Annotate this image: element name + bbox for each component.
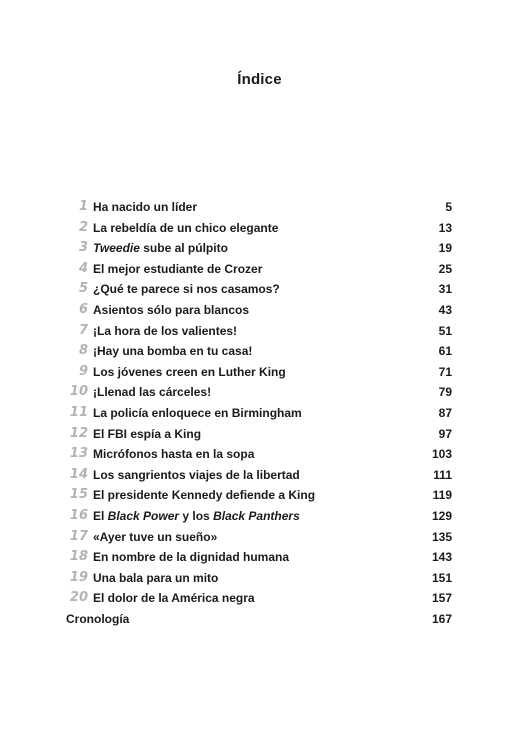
page-number: 19	[438, 241, 452, 256]
page-number: 119	[432, 488, 452, 503]
toc-entry	[66, 362, 452, 383]
chapter-number: 10	[69, 384, 88, 400]
table-of-contents	[66, 197, 452, 629]
chapter-title	[93, 321, 237, 342]
chapter-title	[93, 465, 300, 486]
toc-entry	[66, 321, 452, 342]
chapter-title-text: ¡Llenad las cárceles!	[93, 385, 212, 400]
chapter-title	[93, 588, 255, 609]
chapter-number: 1	[78, 199, 88, 214]
toc-entry	[66, 527, 452, 548]
page-number: 151	[431, 570, 452, 585]
chapter-title-text: Cronología	[66, 611, 130, 626]
chapter-title-text: sube al púlpito	[139, 241, 228, 256]
toc-entry	[66, 259, 452, 280]
page-number: 43	[438, 302, 452, 317]
chapter-title-text: «Ayer tuve un sueño»	[93, 529, 218, 544]
chapter-title-text: El presidente Kennedy defiende a King	[93, 488, 316, 503]
page-number: 13	[438, 220, 452, 235]
chapter-number: 19	[69, 569, 88, 585]
chapter-title	[93, 218, 278, 239]
chapter-title	[93, 300, 249, 321]
chapter-number: 4	[78, 260, 88, 276]
chapter-title	[93, 238, 228, 259]
chapter-title-italic: Tweedie	[93, 241, 140, 256]
chapter-title	[93, 341, 252, 362]
page-number: 71	[438, 364, 452, 379]
chapter-number: 15	[69, 487, 88, 503]
chapter-number: 8	[78, 343, 88, 359]
chapter-number: 2	[78, 219, 88, 235]
chapter-number: 17	[69, 528, 88, 544]
chapter-title-text: La policía enloquece en Birmingham	[93, 405, 302, 420]
chapter-title	[93, 568, 218, 589]
page-number: 31	[438, 282, 452, 297]
toc-entry	[66, 547, 452, 568]
chapter-number: 13	[69, 446, 88, 462]
chapter-title-text: ¡Hay una bomba en tu casa!	[93, 344, 253, 359]
chapter-title	[66, 609, 129, 630]
chapter-title	[93, 547, 289, 568]
page-number: 167	[431, 611, 452, 626]
chapter-title-text: ¡La hora de los valientes!	[93, 323, 238, 338]
chapter-title	[93, 424, 201, 445]
chapter-title	[93, 197, 197, 218]
chapter-number: 18	[69, 549, 88, 565]
chapter-number: 9	[78, 363, 88, 379]
chapter-title	[93, 382, 211, 403]
chapter-title	[93, 362, 286, 383]
chapter-title-text: La rebeldía de un chico elegante	[93, 220, 279, 235]
chapter-number: 14	[69, 466, 88, 482]
page-number: 111	[433, 467, 452, 482]
chapter-number: 20	[69, 590, 88, 606]
toc-entry	[66, 424, 452, 445]
toc-entry	[66, 300, 452, 321]
chapter-number: 6	[78, 301, 88, 317]
toc-entry	[66, 197, 452, 218]
toc-entry	[66, 279, 452, 300]
chapter-number: 16	[69, 507, 88, 523]
toc-entry	[66, 382, 452, 403]
chapter-title	[93, 259, 262, 280]
toc-entry	[66, 609, 452, 630]
chapter-title-text: El dolor de la América negra	[93, 591, 255, 606]
toc-entry	[66, 588, 452, 609]
chapter-title-text: ¿Qué te parece si nos casamos?	[93, 282, 280, 297]
toc-entry	[66, 568, 452, 589]
toc-entry	[66, 403, 452, 424]
page-number: 97	[438, 426, 452, 441]
chapter-title-italic: Black Panthers	[213, 508, 300, 523]
chapter-title	[93, 444, 254, 465]
chapter-title-text: y los	[179, 508, 214, 523]
chapter-title	[93, 485, 315, 506]
toc-entry	[66, 341, 452, 362]
page-number: 51	[438, 323, 452, 338]
chapter-title	[93, 506, 300, 527]
chapter-title-text: Los sangrientos viajes de la libertad	[93, 467, 300, 482]
page-number: 129	[431, 508, 452, 523]
chapter-title-text: Una bala para un mito	[93, 570, 219, 585]
page-number: 135	[431, 529, 452, 544]
chapter-title-italic: Black Power	[107, 508, 180, 523]
toc-entry	[66, 218, 452, 239]
chapter-title-text: El FBI espía a King	[93, 426, 202, 441]
page-number: 157	[431, 591, 452, 606]
chapter-number: 7	[78, 322, 88, 338]
page-number: 103	[431, 447, 452, 462]
page-number: 25	[438, 261, 452, 276]
toc-entry	[66, 506, 452, 527]
page-number: 61	[438, 344, 452, 359]
chapter-title	[93, 279, 280, 300]
chapter-title-text: Asientos sólo para blancos	[93, 302, 250, 317]
toc-entry	[66, 238, 452, 259]
chapter-number: 12	[69, 425, 88, 441]
chapter-number: 11	[69, 404, 88, 420]
page-number: 79	[438, 385, 452, 400]
page-number: 143	[431, 550, 452, 565]
toc-entry	[66, 465, 452, 486]
chapter-number: 3	[78, 240, 88, 256]
chapter-title-text: En nombre de la dignidad humana	[93, 550, 290, 565]
chapter-title-text: Micrófonos hasta en la sopa	[93, 447, 255, 462]
chapter-title-text: Ha nacido un líder	[93, 200, 198, 214]
chapter-title-text: El mejor estudiante de Crozer	[93, 261, 263, 276]
chapter-title-text: El	[93, 508, 108, 523]
page-number: 5	[445, 200, 452, 214]
chapter-number: 5	[78, 281, 88, 297]
chapter-title-text: Los jóvenes creen en Luther King	[93, 364, 286, 379]
chapter-title	[93, 403, 302, 424]
toc-entry	[66, 444, 452, 465]
page-title: Índice	[237, 71, 282, 88]
page-number: 87	[438, 405, 452, 420]
toc-entry	[66, 485, 452, 506]
chapter-title	[93, 527, 217, 548]
